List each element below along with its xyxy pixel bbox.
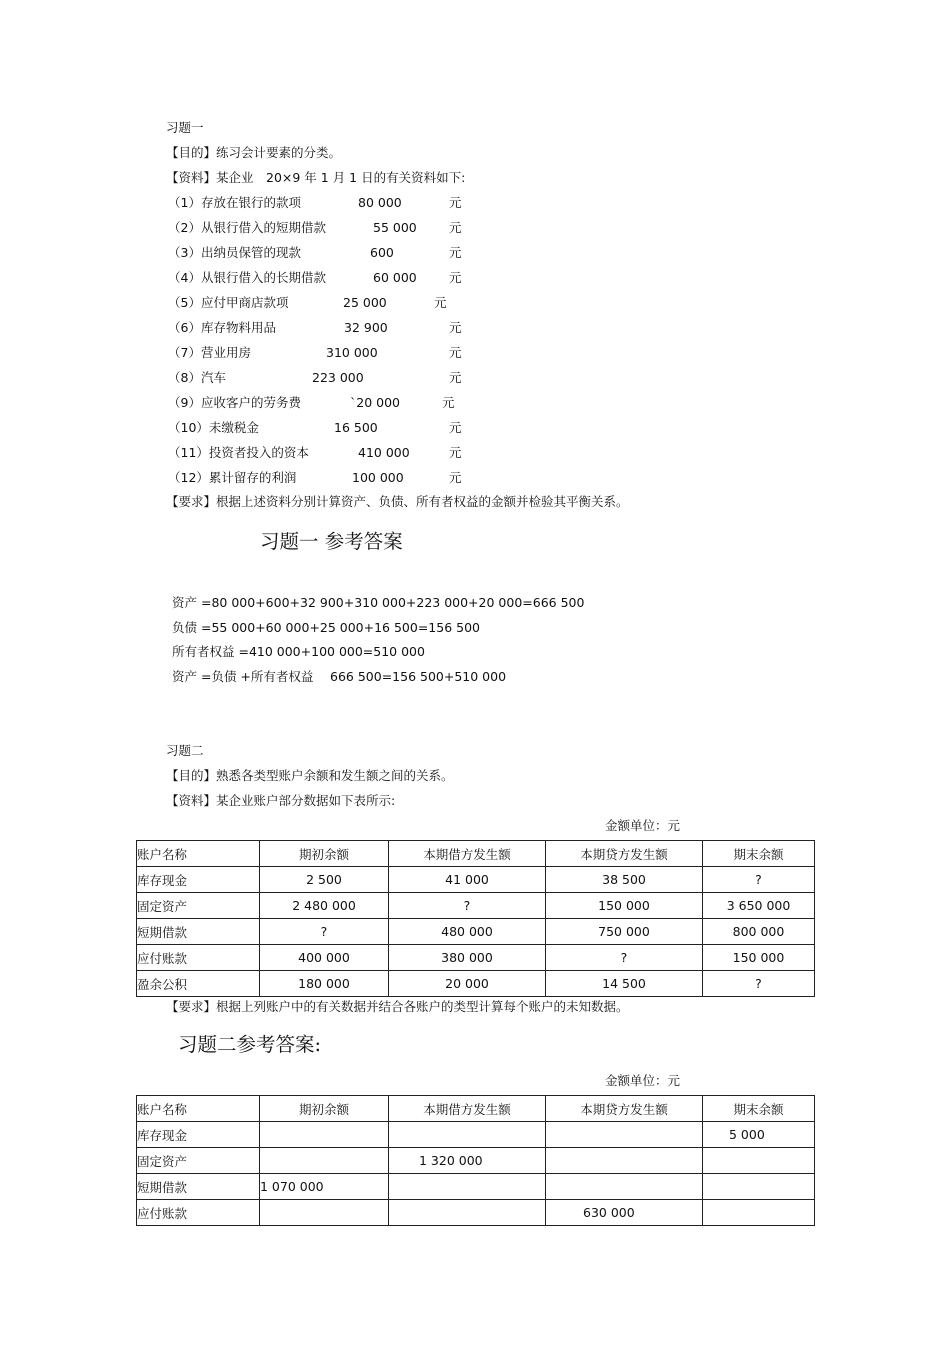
item-unit: 元: [434, 295, 447, 310]
exercise1-goal: 【目的】练习会计要素的分类。: [166, 145, 342, 160]
item-unit: 元: [449, 345, 462, 360]
exercise2-requirement: 【要求】根据上列账户中的有关数据并结合各账户的类型计算每个账户的未知数据。: [166, 999, 629, 1014]
cell-closing: [703, 1200, 815, 1226]
cell-debit: [389, 1174, 546, 1200]
item-label: （9）应收客户的劳务费: [168, 395, 301, 410]
cell-closing: [703, 1174, 815, 1200]
cell-closing: ?: [703, 971, 815, 997]
cell-credit: ?: [546, 945, 703, 971]
cell-account: 应付账款: [137, 1200, 260, 1226]
cell-opening: 2 480 000: [260, 893, 389, 919]
cell-credit: [546, 1148, 703, 1174]
cell-debit: ?: [389, 893, 546, 919]
exercise1-requirement: 【要求】根据上述资料分别计算资产、负债、所有者权益的金额并检验其平衡关系。: [166, 494, 629, 509]
cell-opening: [260, 1200, 389, 1226]
table-row: [137, 1148, 815, 1174]
cell-opening: [260, 1148, 389, 1174]
item-label: （4）从银行借入的长期借款: [168, 270, 326, 285]
cell-debit: [389, 1200, 546, 1226]
item-label: （1）存放在银行的款项: [168, 195, 301, 210]
exercise1-material: 【资料】某企业 20×9 年 1 月 1 日的有关资料如下:: [166, 170, 466, 185]
item-unit: 元: [449, 370, 462, 385]
cell-debit: 20 000: [389, 971, 546, 997]
header-account: 账户名称: [137, 1096, 260, 1122]
item-unit: 元: [449, 420, 462, 435]
item-amount: 32 900: [344, 320, 388, 335]
cell-opening: 2 500: [260, 867, 389, 893]
header-closing: 期末余额: [703, 1096, 815, 1122]
header-account: 账户名称: [137, 841, 260, 867]
table-row: [137, 867, 815, 893]
answer1-equity: 所有者权益 =410 000+100 000=510 000: [172, 644, 425, 659]
answer1-assets: 资产 =80 000+600+32 900+310 000+223 000+20 000=666 500: [172, 595, 585, 610]
item-unit: 元: [449, 470, 462, 485]
cell-credit: 750 000: [546, 919, 703, 945]
item-label: （5）应付甲商店款项: [168, 295, 289, 310]
header-credit: 本期贷方发生额: [546, 1096, 703, 1122]
item-amount: 25 000: [343, 295, 387, 310]
table-row: [137, 945, 815, 971]
item-amount: 310 000: [326, 345, 378, 360]
table-row: [137, 919, 815, 945]
exercise2-material: 【资料】某企业账户部分数据如下表所示:: [166, 793, 396, 808]
cell-debit: [389, 1122, 546, 1148]
cell-opening: ?: [260, 919, 389, 945]
item-unit: 元: [449, 270, 462, 285]
item-label: （11）投资者投入的资本: [168, 445, 309, 460]
table-row: [137, 1200, 815, 1226]
cell-closing: 150 000: [703, 945, 815, 971]
header-opening: 期初余额: [260, 841, 389, 867]
header-credit: 本期贷方发生额: [546, 841, 703, 867]
cell-account: 盈余公积: [137, 971, 260, 997]
cell-debit: 480 000: [389, 919, 546, 945]
exercise2-unit-note: 金额单位：元: [605, 818, 681, 833]
cell-credit: 630 000: [546, 1200, 703, 1226]
header-debit: 本期借方发生额: [389, 1096, 546, 1122]
header-closing: 期末余额: [703, 841, 815, 867]
item-amount: 600: [370, 245, 394, 260]
item-amount: 16 500: [334, 420, 378, 435]
cell-credit: [546, 1174, 703, 1200]
cell-closing: 800 000: [703, 919, 815, 945]
item-amount: 100 000: [352, 470, 404, 485]
cell-closing: 3 650 000: [703, 893, 815, 919]
cell-debit: 41 000: [389, 867, 546, 893]
cell-account: 短期借款: [137, 1174, 260, 1200]
item-unit: 元: [449, 220, 462, 235]
item-unit: 元: [449, 320, 462, 335]
cell-closing: 5 000: [703, 1122, 815, 1148]
item-amount: 223 000: [312, 370, 364, 385]
answer1-liabilities: 负债 =55 000+60 000+25 000+16 500=156 500: [172, 620, 480, 635]
item-label: （7）营业用房: [168, 345, 251, 360]
header-opening: 期初余额: [260, 1096, 389, 1122]
item-label: （10）未缴税金: [168, 420, 259, 435]
cell-credit: 150 000: [546, 893, 703, 919]
cell-closing: ?: [703, 867, 815, 893]
exercise2-table: [136, 840, 815, 997]
item-amount: 60 000: [373, 270, 417, 285]
cell-debit: 380 000: [389, 945, 546, 971]
item-label: （12）累计留存的利润: [168, 470, 297, 485]
cell-closing: [703, 1148, 815, 1174]
answer2-heading: 习题二参考答案:: [178, 1033, 322, 1056]
cell-account: 短期借款: [137, 919, 260, 945]
item-unit: 元: [449, 245, 462, 260]
item-unit: 元: [449, 195, 462, 210]
item-label: （3）出纳员保管的现款: [168, 245, 301, 260]
answer1-balance-value: 666 500=156 500+510 000: [330, 669, 507, 684]
cell-account: 应付账款: [137, 945, 260, 971]
table-header-row: [137, 1096, 815, 1122]
cell-account: 库存现金: [137, 1122, 260, 1148]
item-label: （2）从银行借入的短期借款: [168, 220, 326, 235]
table-row: [137, 893, 815, 919]
answer1-heading: 习题一 参考答案: [260, 530, 403, 553]
table-header-row: [137, 841, 815, 867]
cell-opening: 180 000: [260, 971, 389, 997]
item-unit: 元: [442, 395, 455, 410]
item-amount: `20 000: [350, 395, 400, 410]
table-row: [137, 1174, 815, 1200]
cell-credit: [546, 1122, 703, 1148]
exercise2-title: 习题二: [166, 743, 204, 758]
answer1-balance-label: 资产 =负债 +所有者权益: [172, 669, 314, 684]
cell-debit: 1 320 000: [389, 1148, 546, 1174]
cell-account: 库存现金: [137, 867, 260, 893]
cell-opening: [260, 1122, 389, 1148]
item-amount: 410 000: [358, 445, 410, 460]
item-label: （8）汽车: [168, 370, 226, 385]
cell-opening: 1 070 000: [260, 1174, 389, 1200]
item-amount: 80 000: [358, 195, 402, 210]
cell-account: 固定资产: [137, 1148, 260, 1174]
item-label: （6）库存物料用品: [168, 320, 276, 335]
exercise1-title: 习题一: [166, 120, 204, 135]
item-unit: 元: [449, 445, 462, 460]
table-row: [137, 1122, 815, 1148]
header-debit: 本期借方发生额: [389, 841, 546, 867]
table-row: [137, 971, 815, 997]
answer2-table: [136, 1095, 815, 1226]
cell-credit: 14 500: [546, 971, 703, 997]
cell-opening: 400 000: [260, 945, 389, 971]
cell-credit: 38 500: [546, 867, 703, 893]
exercise2-goal: 【目的】熟悉各类型账户余额和发生额之间的关系。: [166, 768, 454, 783]
answer2-unit-note: 金额单位：元: [605, 1073, 681, 1088]
item-amount: 55 000: [373, 220, 417, 235]
cell-account: 固定资产: [137, 893, 260, 919]
